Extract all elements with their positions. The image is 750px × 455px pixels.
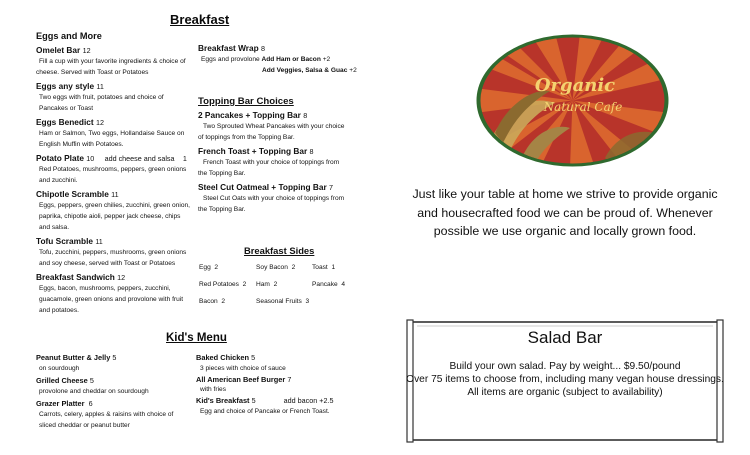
logo-text-organic: Organic bbox=[534, 75, 616, 96]
item-name: Breakfast Sandwich bbox=[36, 272, 115, 282]
menu-item bbox=[198, 182, 368, 193]
item-extra: add cheese and salsa bbox=[104, 154, 175, 163]
item-name: Grazer Platter bbox=[36, 399, 85, 408]
side-item bbox=[199, 262, 218, 273]
item-desc-line: Steel Cut Oats with your choice of toppings from bbox=[203, 195, 345, 202]
item-desc bbox=[196, 385, 366, 394]
salad-bar-info bbox=[405, 360, 725, 399]
item-desc bbox=[36, 363, 196, 374]
item-price: 12 bbox=[82, 46, 91, 55]
breakfast-sides-heading: Breakfast Sides bbox=[244, 245, 315, 256]
side-name: Pancake bbox=[312, 281, 338, 288]
item-desc-line: and zucchini. bbox=[39, 177, 78, 184]
menu-item bbox=[196, 352, 366, 363]
side-price: 2 bbox=[242, 281, 247, 288]
item-price: 11 bbox=[111, 190, 119, 199]
item-desc-line: on sourdough bbox=[39, 365, 80, 372]
item-desc-line: Eggs and provolone bbox=[201, 56, 260, 63]
item-name: French Toast + Topping Bar bbox=[198, 146, 308, 156]
menu-item bbox=[196, 395, 366, 406]
side-name: Soy Bacon bbox=[256, 264, 288, 271]
item-desc-line: English Muffin with Potatoes. bbox=[39, 141, 124, 148]
item-price: 12 bbox=[117, 273, 126, 282]
item-name: Omelet Bar bbox=[36, 45, 81, 55]
item-price: 11 bbox=[95, 237, 103, 246]
topping-bar-heading: Topping Bar Choices bbox=[198, 96, 294, 107]
item-desc bbox=[36, 200, 196, 233]
item-name: Breakfast Wrap bbox=[198, 43, 259, 53]
side-name: Red Potatoes bbox=[199, 281, 239, 288]
menu-item bbox=[36, 352, 196, 363]
item-addon-row bbox=[198, 65, 368, 76]
kids-right-column bbox=[196, 352, 366, 417]
addon-label: Add Veggies, Salsa & Guac bbox=[262, 67, 348, 74]
side-item bbox=[199, 296, 225, 307]
side-item bbox=[256, 296, 309, 307]
breakfast-wrap-block bbox=[198, 43, 368, 76]
item-name: Kid's Breakfast bbox=[196, 396, 250, 405]
menu-item bbox=[36, 117, 196, 128]
addon-price: +2 bbox=[322, 56, 331, 63]
item-desc bbox=[36, 386, 196, 397]
side-name: Toast bbox=[312, 264, 328, 271]
item-extra-price: +2.5 bbox=[319, 396, 334, 405]
item-desc-line: Carrots, celery, apples & raisins with choice of bbox=[39, 411, 174, 418]
item-desc bbox=[36, 56, 196, 78]
item-desc-line: paprika, chipotle aioli, pepper jack cheese, chips bbox=[39, 213, 181, 220]
item-name: Peanut Butter & Jelly bbox=[36, 353, 111, 362]
tagline-line: possible we use organic and locally grown food. bbox=[433, 224, 697, 238]
side-name: Egg bbox=[199, 264, 211, 271]
item-desc-line: and soy cheese, served with Toast or Potatoes bbox=[39, 260, 176, 267]
item-desc bbox=[198, 54, 368, 65]
side-item bbox=[312, 262, 335, 273]
item-desc bbox=[196, 406, 366, 417]
item-desc-line: and potatoes. bbox=[39, 307, 79, 314]
topping-bar-list bbox=[198, 110, 368, 215]
item-desc bbox=[196, 363, 366, 374]
item-name: Steel Cut Oatmeal + Topping Bar bbox=[198, 182, 327, 192]
item-name: Grilled Cheese bbox=[36, 376, 88, 385]
item-desc bbox=[198, 121, 368, 143]
side-name: Seasonal Fruits bbox=[256, 298, 302, 305]
side-price: 3 bbox=[305, 298, 310, 305]
item-desc-line: with fries bbox=[200, 386, 227, 393]
item-name: Eggs any style bbox=[36, 81, 95, 91]
salad-bar-title: Salad Bar bbox=[527, 328, 603, 347]
side-price: 2 bbox=[221, 298, 226, 305]
item-price: 7 bbox=[329, 183, 334, 192]
item-price: 7 bbox=[287, 375, 292, 384]
menu-item bbox=[198, 146, 368, 157]
item-price: 8 bbox=[309, 147, 314, 156]
side-price: 2 bbox=[214, 264, 219, 271]
item-desc bbox=[36, 409, 196, 431]
item-name: All American Beef Burger bbox=[196, 375, 286, 384]
cafe-logo bbox=[475, 33, 670, 168]
item-price: 10 bbox=[86, 154, 95, 163]
side-item bbox=[256, 262, 295, 273]
side-item bbox=[312, 279, 345, 290]
item-desc-line: guacamole, green onions and provolone with fruit bbox=[39, 296, 184, 303]
salad-line: All items are organic (subject to availability) bbox=[467, 387, 663, 398]
addon-price: +2 bbox=[349, 67, 357, 74]
side-item bbox=[199, 279, 246, 290]
breakfast-title: Breakfast bbox=[170, 12, 230, 27]
item-name: Chipotle Scramble bbox=[36, 189, 109, 199]
side-name: Ham bbox=[256, 281, 270, 288]
item-desc-line: Eggs, peppers, green chilies, zucchini, green onion, bbox=[39, 202, 191, 209]
item-name: Potato Plate bbox=[36, 153, 84, 163]
menu-item bbox=[36, 236, 196, 247]
tagline bbox=[395, 185, 735, 241]
menu-item bbox=[36, 81, 196, 92]
menu-item bbox=[198, 110, 368, 121]
side-name: Bacon bbox=[199, 298, 218, 305]
item-price: 8 bbox=[303, 111, 308, 120]
item-desc bbox=[198, 193, 368, 215]
item-desc-line: and salsa. bbox=[39, 224, 70, 231]
side-price: 2 bbox=[273, 281, 278, 288]
item-desc-line: Red Potatoes, mushrooms, peppers, green onions bbox=[39, 166, 187, 173]
tagline-line: and housecrafted food we can be proud of. Whenever bbox=[417, 205, 713, 220]
salad-line: Over 75 items to choose from, including many vegan house dressings. bbox=[406, 374, 724, 385]
item-price: 5 bbox=[251, 353, 256, 362]
left-menu-column bbox=[36, 45, 196, 316]
item-desc bbox=[36, 164, 196, 186]
item-desc bbox=[36, 92, 196, 114]
addon-label: Add Ham or Bacon bbox=[261, 56, 321, 63]
logo-graphic bbox=[475, 33, 670, 168]
item-desc-line: Eggs, bacon, mushrooms, peppers, zucchini, bbox=[39, 285, 171, 292]
item-desc-line: French Toast with your choice of toppings from bbox=[203, 159, 340, 166]
side-price: 2 bbox=[291, 264, 296, 271]
menu-item bbox=[36, 398, 196, 409]
item-price: 5 bbox=[112, 353, 117, 362]
item-desc bbox=[36, 247, 196, 269]
menu-item bbox=[36, 272, 196, 283]
salad-bar-frame bbox=[405, 318, 725, 444]
menu-item bbox=[36, 153, 196, 164]
item-name: 2 Pancakes + Topping Bar bbox=[198, 110, 301, 120]
item-desc-line: 3 pieces with choice of sauce bbox=[200, 365, 286, 372]
item-desc-line: Tofu, zucchini, peppers, mushrooms, green onions bbox=[39, 249, 187, 256]
menu-item bbox=[36, 189, 196, 200]
item-desc-line: Fill a cup with your favorite ingredients & choice of bbox=[39, 58, 186, 65]
item-desc-line: Two Sprouted Wheat Pancakes with your choice bbox=[203, 123, 345, 130]
side-price: 4 bbox=[341, 281, 346, 288]
menu-item bbox=[36, 45, 196, 56]
item-desc bbox=[36, 128, 196, 150]
item-price: 5 bbox=[251, 396, 256, 405]
item-desc-line: the Topping Bar. bbox=[198, 206, 246, 213]
salad-line: Build your own salad. Pay by weight... $9.50/pound bbox=[449, 361, 681, 372]
item-price: 12 bbox=[95, 118, 104, 127]
menu-item bbox=[196, 375, 366, 385]
tagline-line: Just like your table at home we strive to provide organic bbox=[412, 187, 718, 201]
item-extra-price: 1 bbox=[182, 154, 187, 163]
menu-item bbox=[36, 375, 196, 386]
item-desc-line: of toppings from the Topping Bar. bbox=[198, 134, 295, 141]
side-item bbox=[256, 279, 277, 290]
item-desc-line: Egg and choice of Pancake or French Toast. bbox=[200, 408, 330, 415]
menu-item bbox=[198, 43, 368, 54]
item-desc-line: Two eggs with fruit, potatoes and choice of bbox=[39, 94, 164, 101]
item-name: Tofu Scramble bbox=[36, 236, 94, 246]
item-desc-line: the Topping Bar. bbox=[198, 170, 246, 177]
item-desc bbox=[36, 283, 196, 316]
item-extra: add bacon bbox=[283, 396, 318, 405]
eggs-and-more-heading: Eggs and More bbox=[36, 31, 102, 41]
item-desc-line: sliced cheddar or peanut butter bbox=[39, 422, 130, 429]
kids-menu-title: Kid's Menu bbox=[166, 332, 227, 344]
item-price: 8 bbox=[261, 44, 266, 53]
item-name: Eggs Benedict bbox=[36, 117, 94, 127]
item-name: Baked Chicken bbox=[196, 353, 249, 362]
item-desc-line: Pancakes or Toast bbox=[39, 105, 94, 112]
logo-text-natural-cafe: Natural Cafe bbox=[543, 100, 623, 114]
item-price: 6 bbox=[88, 399, 93, 408]
item-desc-line: provolone and cheddar on sourdough bbox=[39, 388, 149, 395]
item-price: 5 bbox=[89, 376, 94, 385]
item-desc-line: Ham or Salmon, Two eggs, Hollandaise Sauce on bbox=[39, 130, 185, 137]
item-price: 11 bbox=[96, 82, 104, 91]
item-desc bbox=[198, 157, 368, 179]
side-price: 1 bbox=[331, 264, 336, 271]
kids-left-column bbox=[36, 352, 196, 431]
item-desc-line: cheese. Served with Toast or Potatoes bbox=[36, 69, 149, 76]
